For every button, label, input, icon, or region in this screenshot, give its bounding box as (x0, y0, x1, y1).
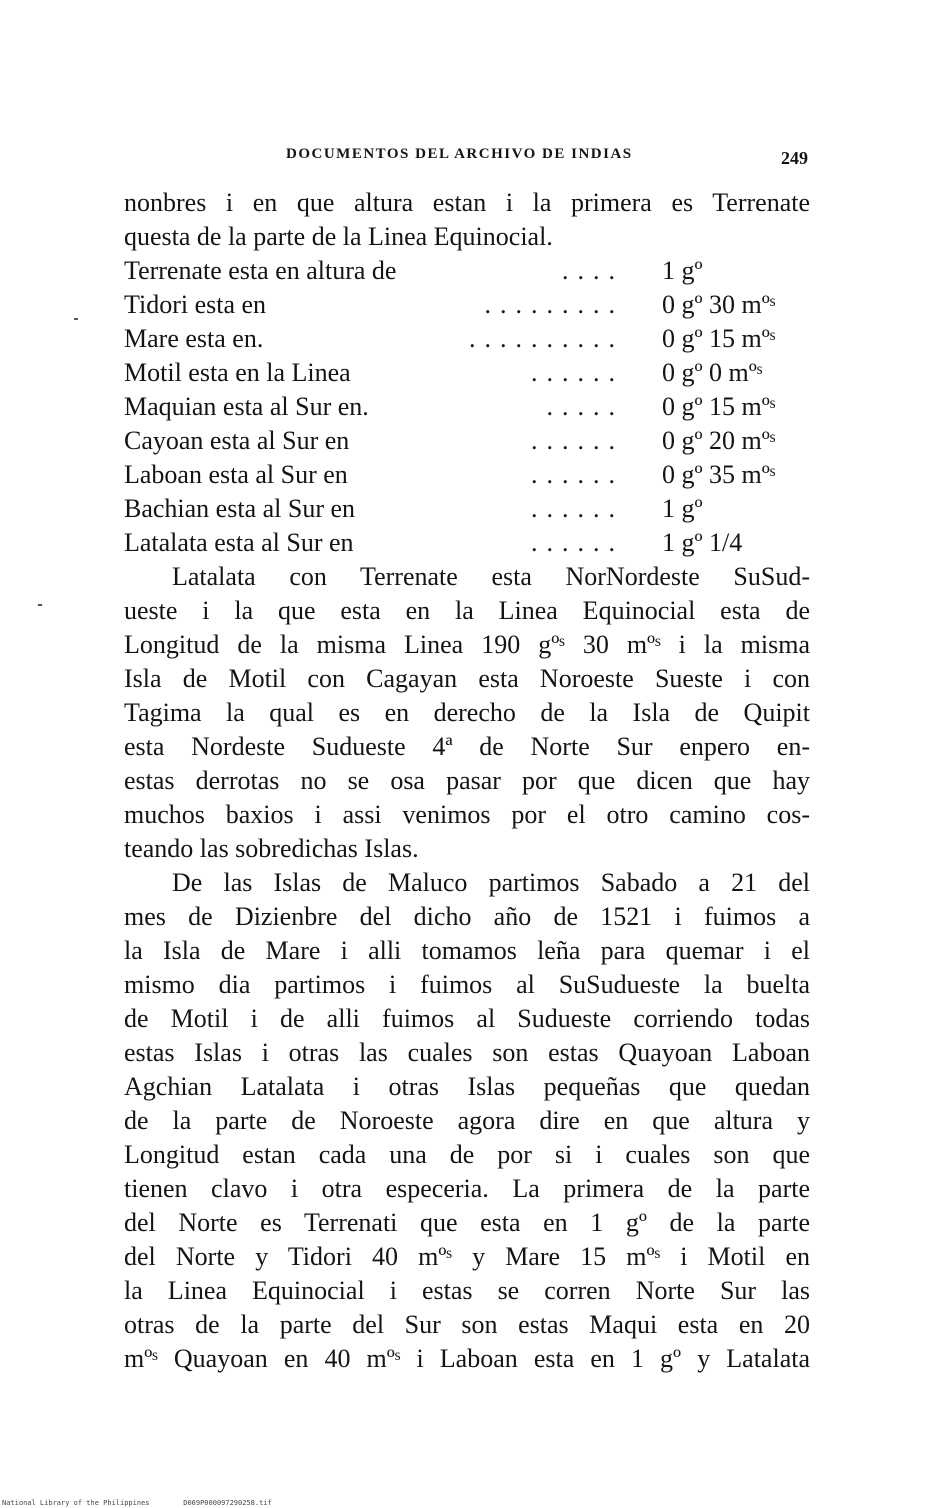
island-name: Cayoan esta al Sur en (124, 426, 350, 455)
paragraph-line: muchos baxios i assi venimos por el otro camino cos- (124, 800, 810, 829)
intro-line: questa de la parte de la Linea Equinocial. (124, 222, 553, 251)
paragraph-line: ueste i la que esta en la Linea Equinocial esta de (124, 596, 810, 625)
paragraph-line: Longitud de la misma Linea 190 gºˢ 30 mºˢ i la misma (124, 630, 810, 659)
paragraph-line: estas derrotas no se osa pasar por que dicen que hay (124, 766, 810, 795)
page-header (286, 146, 808, 172)
paragraph-1 (124, 560, 810, 866)
paragraph-line: de Motil i de alli fuimos al Sudueste corriendo todas (124, 1004, 810, 1033)
paragraph-line: De las Islas de Maluco partimos Sabado a 21 del (172, 868, 810, 897)
table-row (124, 526, 810, 560)
paragraph-line: otras de la parte del Sur son estas Maqui esta en 20 (124, 1310, 810, 1339)
leader-dots: ..... (546, 392, 624, 421)
leader-dots: ...... (531, 460, 624, 489)
island-altitude: 0 gº 20 mºˢ (662, 426, 776, 455)
margin-speck (38, 604, 42, 606)
paragraph-line: teando las sobredichas Islas. (124, 834, 419, 863)
paragraph-line: Isla de Motil con Cagayan esta Noroeste Sueste i con (124, 664, 810, 693)
island-name: Laboan esta al Sur en (124, 460, 348, 489)
page-number: 249 (781, 148, 808, 168)
footer-file: D069P000097290258.tif (183, 1499, 272, 1507)
island-altitude: 1 gº 1/4 (662, 528, 743, 557)
paragraph-line: mºˢ Quayoan en 40 mºˢ i Laboan esta en 1 gº y Latalata (124, 1344, 810, 1373)
running-title: DOCUMENTOS DEL ARCHIVO DE INDIAS (286, 146, 633, 162)
leader-dots: ...... (531, 528, 624, 557)
island-altitude: 0 gº 35 mºˢ (662, 460, 776, 489)
table-row (124, 288, 810, 322)
paragraph-line: estas Islas i otras las cuales son estas Quayoan Laboan (124, 1038, 810, 1067)
island-altitude: 1 gº (662, 256, 703, 285)
paragraph-line: mismo dia partimos i fuimos al SuSudueste la buelta (124, 970, 810, 999)
page-body (124, 186, 810, 1376)
table-row (124, 254, 810, 288)
island-name: Maquian esta al Sur en. (124, 392, 369, 421)
leader-dots: .... (562, 256, 624, 285)
paragraph-line: tienen clavo i otra especeria. La primera de la parte (124, 1174, 810, 1203)
islands-table (124, 254, 810, 560)
paragraph-line: esta Nordeste Sudueste 4ª de Norte Sur enpero en- (124, 732, 810, 761)
paragraph-line: la Linea Equinocial i estas se corren Norte Sur las (124, 1276, 810, 1305)
table-row (124, 390, 810, 424)
leader-dots: ...... (531, 494, 624, 523)
margin-speck (74, 318, 78, 320)
island-altitude: 0 gº 15 mºˢ (662, 324, 776, 353)
paragraph-line: del Norte y Tidori 40 mºˢ y Mare 15 mºˢ i Motil en (124, 1242, 810, 1271)
scan-footer (2, 1499, 272, 1507)
paragraph-line: Agchian Latalata i otras Islas pequeñas que quedan (124, 1072, 810, 1101)
table-row (124, 356, 810, 390)
table-row (124, 492, 810, 526)
island-name: Terrenate esta en altura de (124, 256, 397, 285)
island-altitude: 0 gº 30 mºˢ (662, 290, 776, 319)
island-name: Motil esta en la Linea (124, 358, 351, 387)
paragraph-2 (124, 866, 810, 1376)
island-altitude: 0 gº 0 mºˢ (662, 358, 763, 387)
footer-library: National Library of the Philippines (2, 1499, 150, 1507)
paragraph-line: Tagima la qual es en derecho de la Isla de Quipit (124, 698, 810, 727)
island-altitude: 1 gº (662, 494, 703, 523)
leader-dots: .......... (469, 324, 624, 353)
paragraph-line: Latalata con Terrenate esta NorNordeste SuSud- (172, 562, 810, 591)
paragraph-line: del Norte es Terrenati que esta en 1 gº de la parte (124, 1208, 810, 1237)
intro-line: nonbres i en que altura estan i la primera es Terrenate (124, 188, 810, 217)
island-name: Tidori esta en (124, 290, 267, 319)
paragraph-line: mes de Dizienbre del dicho año de 1521 i fuimos a (124, 902, 810, 931)
leader-dots: ...... (531, 426, 624, 455)
table-row (124, 322, 810, 356)
island-name: Mare esta en. (124, 324, 264, 353)
paragraph-line: de la parte de Noroeste agora dire en que altura y (124, 1106, 810, 1135)
paragraph-line: Longitud estan cada una de por si i cuales son que (124, 1140, 810, 1169)
paragraph-line: la Isla de Mare i alli tomamos leña para quemar i el (124, 936, 810, 965)
table-row (124, 424, 810, 458)
table-row (124, 458, 810, 492)
leader-dots: ......... (484, 290, 624, 319)
island-name: Bachian esta al Sur en (124, 494, 356, 523)
island-name: Latalata esta al Sur en (124, 528, 354, 557)
island-altitude: 0 gº 15 mºˢ (662, 392, 776, 421)
leader-dots: ...... (531, 358, 624, 387)
